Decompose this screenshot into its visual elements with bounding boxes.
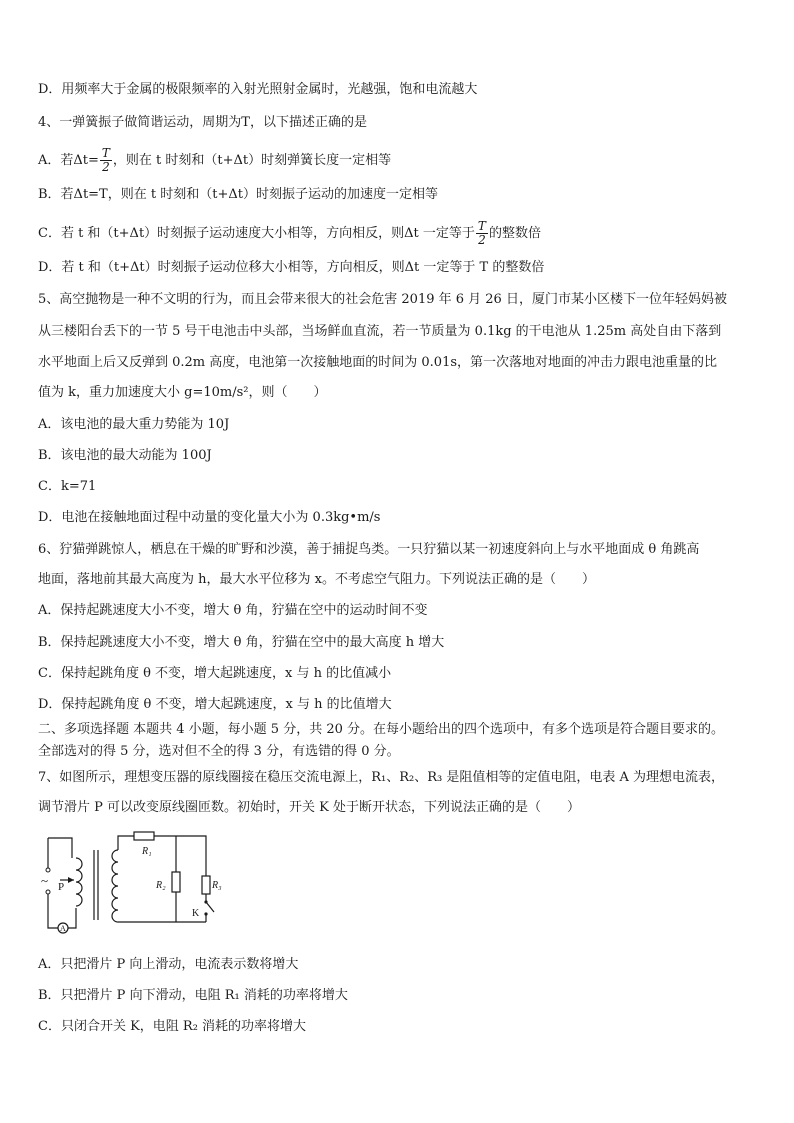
q4-option-d: D．若 t 和（t+Δt）时刻振子运动位移大小相等，方向相反，则Δt 一定等于 T 的整数倍 — [38, 260, 545, 275]
q4-option-a — [38, 147, 764, 174]
q4-option-a-prefix: A．若Δt= — [38, 153, 99, 168]
slider-arrowhead-icon — [68, 877, 74, 883]
q6-option-a: A．保持起跳速度大小不变，增大 θ 角，狞猫在空中的运动时间不变 — [38, 603, 428, 618]
q4-stem: 4、一弹簧振子做简谐运动，周期为T，以下描述正确的是 — [38, 115, 367, 130]
q7-option-a: A．只把滑片 P 向上滑动，电流表示数将增大 — [38, 957, 299, 972]
q4-option-b: B．若Δt=T，则在 t 时刻和（t+Δt）时刻振子运动的加速度一定相等 — [38, 187, 438, 202]
q7-stem-line-1: 7、如图所示，理想变压器的原线圈接在稳压交流电源上，R₁、R₂、R₃ 是阻值相等的定值电阻，电表 A 为理想电流表， — [38, 770, 725, 785]
q4-option-c-suffix: 的整数倍 — [488, 226, 541, 241]
fraction-denominator: 2 — [478, 233, 486, 247]
q4-option-c — [38, 220, 764, 247]
terminal-bottom-icon — [46, 890, 50, 894]
switch-contact-icon — [204, 912, 207, 915]
q6-stem-line-2: 地面，落地前其最大高度为 h，最大水平位移为 x。不考虑空气阻力。下列说法正确的是（ ） — [38, 572, 595, 587]
q5-option-a: A．该电池的最大重力势能为 10J — [38, 417, 230, 432]
q7-stem-line-2: 调节滑片 P 可以改变原线圈匝数。初始时，开关 K 处于断开状态，下列说法正确的是（ ） — [38, 800, 580, 815]
fraction-numerator: T — [477, 219, 486, 233]
transformer-core — [94, 850, 98, 920]
q5-option-c: C．k=71 — [38, 479, 97, 494]
section2-instructions-line-1: 二、多项选择题 本题共 4 小题，每小题 5 分，共 20 分。在每小题给出的四个选项中，有多个选项是符合题目要求的。 — [38, 722, 725, 737]
q6-option-d: D．保持起跳角度 θ 不变，增大起跳速度，x 与 h 的比值增大 — [38, 697, 392, 712]
r3-label: R₃ — [212, 880, 222, 891]
ac-source-symbol: ~ — [41, 873, 49, 888]
resistor-r1 — [134, 832, 154, 840]
q5-stem-line-2: 从三楼阳台丢下的一节 5 号干电池击中头部，当场鲜血直流，若一节质量为 0.1kg 的干电池从 1.25m 高处自由下落到 — [38, 324, 722, 339]
q5-option-d: D．电池在接触地面过程中动量的变化量大小为 0.3kg•m/s — [38, 510, 381, 525]
q7-option-b: B．只把滑片 P 向下滑动，电阻 R₁ 消耗的功率将增大 — [38, 988, 348, 1003]
switch-k — [206, 902, 214, 912]
fraction-t-over-2 — [100, 147, 112, 174]
transformer-circuit-diagram — [36, 828, 226, 946]
q3-option-d: D．用频率大于金属的极限频率的入射光照射金属时，光越强，饱和电流越大 — [38, 82, 478, 97]
primary-wire — [48, 838, 72, 858]
q4-option-c-prefix: C．若 t 和（t+Δt）时刻振子运动速度大小相等，方向相反，则Δt 一定等于 — [38, 226, 475, 241]
terminal-top-icon — [46, 868, 50, 872]
slider-label: P — [58, 881, 65, 893]
q6-stem-line-1: 6、狞猫弹跳惊人，栖息在干燥的旷野和沙漠，善于捕捉鸟类。一只狞猫以某一初速度斜向上与水平地面成 θ 角跳高 — [38, 542, 700, 557]
primary-return-wire — [68, 908, 76, 928]
fraction-denominator: 2 — [102, 160, 110, 174]
resistor-r3 — [202, 876, 210, 894]
section2-instructions-line-2: 全部选对的得 5 分，选对但不全的得 3 分，有选错的得 0 分。 — [38, 744, 400, 759]
q5-stem-line-3: 水平地面上后又反弹到 0.2m 高度，电池第一次接触地面的时间为 0.01s，第一次落地对地面的冲击力跟电池重量的比 — [38, 355, 718, 370]
switch-label: K — [192, 908, 200, 919]
secondary-top-wire-left — [118, 836, 134, 850]
resistor-r2 — [172, 872, 180, 892]
primary-coil — [76, 858, 82, 906]
switch-pivot-icon — [204, 900, 207, 903]
primary-bottom-wire — [48, 894, 58, 928]
q4-option-a-suffix: ，则在 t 时刻和（t+Δt）时刻弹簧长度一定相等 — [112, 153, 392, 168]
secondary-coil — [112, 850, 118, 922]
r1-label: R₁ — [142, 846, 152, 857]
q6-option-c: C．保持起跳角度 θ 不变，增大起跳速度，x 与 h 的比值减小 — [38, 666, 392, 681]
r2-label: R₂ — [156, 880, 166, 891]
q6-option-b: B．保持起跳速度大小不变，增大 θ 角，狞猫在空中的最大高度 h 增大 — [38, 635, 445, 650]
fraction-numerator: T — [101, 146, 110, 160]
q7-option-c: C．只闭合开关 K，电阻 R₂ 消耗的功率将增大 — [38, 1019, 307, 1034]
q5-option-b: B．该电池的最大动能为 100J — [38, 448, 212, 463]
secondary-top-wire-right — [154, 836, 206, 876]
q5-stem-line-4: 值为 k，重力加速度大小 g=10m/s²，则（ ） — [38, 385, 327, 400]
q5-stem-line-1: 5、高空抛物是一种不文明的行为，而且会带来很大的社会危害 2019 年 6 月 26 日，厦门市某小区楼下一位年轻妈妈被 — [38, 292, 727, 307]
fraction-t-over-2 — [476, 220, 488, 247]
ammeter-label: A — [60, 924, 66, 933]
